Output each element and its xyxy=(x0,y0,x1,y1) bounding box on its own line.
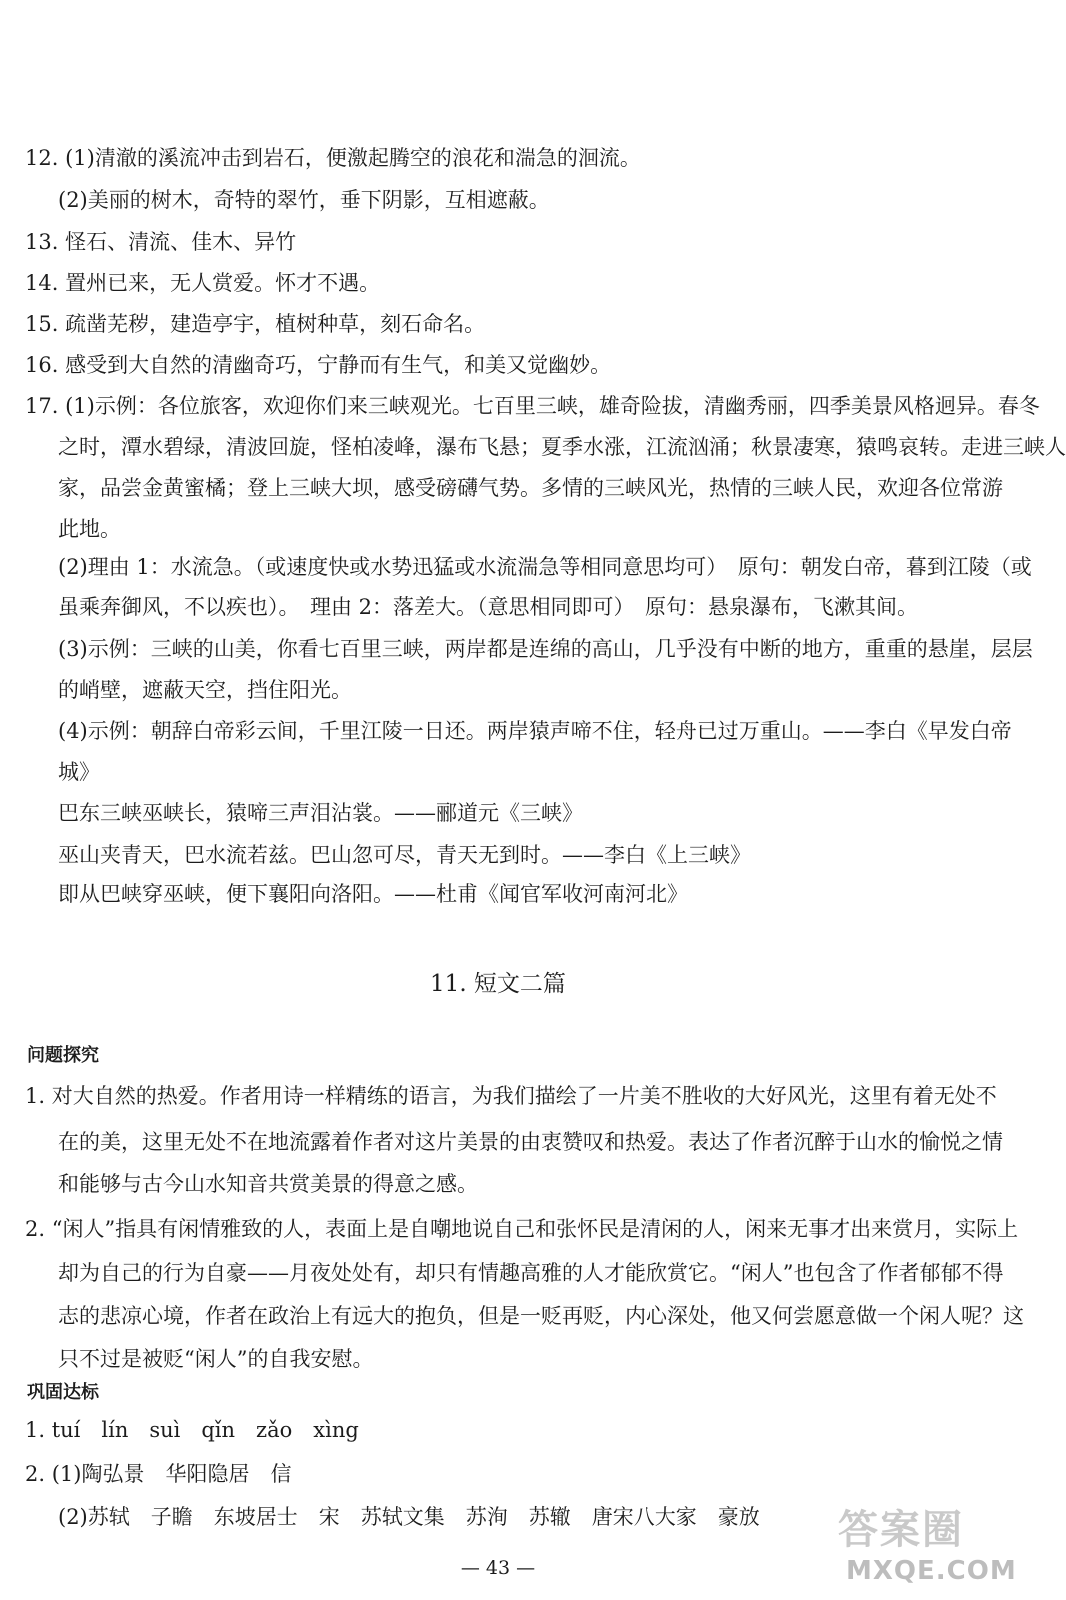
page-number: — 43 — xyxy=(460,1557,536,1579)
answer-line: 巴东三峡巫峡长，猿啼三声泪沾裳。——郦道元《三峡》 xyxy=(58,801,583,825)
answer-line: 志的悲凉心境，作者在政治上有远大的抱负，但是一贬再贬，内心深处，他又何尝愿意做一个闲人呢？这 xyxy=(58,1304,1024,1328)
answer-line: (3)示例：三峡的山美，你看七百里三峡，两岸都是连绵的高山，几乎没有中断的地方，重重的悬崖，层层 xyxy=(58,637,1033,661)
answer-line: (2)理由 1：水流急。（或速度快或水势迅猛或水流湍急等相同意思均可） 原句：朝发白帝，暮到江陵（或 xyxy=(58,555,1032,579)
answer-line: 1. 对大自然的热爱。作者用诗一样精练的语言，为我们描绘了一片美不胜收的大好风光，这里有着无处不 xyxy=(25,1084,997,1108)
watermark-logo xyxy=(838,1507,1017,1593)
answer-line: 2. “闲人”指具有闲情雅致的人，表面上是自嘲地说自己和张怀民是清闲的人，闲来无事才出来赏月，实际上 xyxy=(25,1217,1019,1241)
heading-consolidate: 巩固达标 xyxy=(27,1382,99,1403)
watermark-site-text: MXQE.COM xyxy=(846,1556,1017,1586)
answer-line: 1. tuí lín suì qǐn zǎo xìng xyxy=(25,1418,359,1442)
answer-line: 虽乘奔御风，不以疾也）。 理由 2：落差大。（意思相同即可） 原句：悬泉瀑布，飞漱其间。 xyxy=(58,595,919,619)
answer-line: 16. 感受到大自然的清幽奇巧，宁静而有生气，和美又觉幽妙。 xyxy=(25,353,612,377)
answer-line: (2)美丽的树木，奇特的翠竹，垂下阴影，互相遮蔽。 xyxy=(58,188,550,212)
answer-line: 此地。 xyxy=(58,517,121,541)
answer-line: 和能够与古今山水知音共赏美景的得意之感。 xyxy=(58,1172,478,1196)
answer-line: 14. 置州已来，无人赏爱。怀才不遇。 xyxy=(25,271,381,295)
answer-line: 巫山夹青天，巴水流若兹。巴山忽可尽，青天无到时。——李白《上三峡》 xyxy=(58,843,751,867)
answer-line: 的峭壁，遮蔽天空，挡住阳光。 xyxy=(58,678,352,702)
answer-line: 在的美，这里无处不在地流露着作者对这片美景的由衷赞叹和热爱。表达了作者沉醉于山水的愉悦之情 xyxy=(58,1130,1003,1154)
answer-line: (2)苏轼 子瞻 东坡居士 宋 苏轼文集 苏洵 苏辙 唐宋八大家 豪放 xyxy=(58,1505,760,1529)
answer-line: 17. (1)示例：各位旅客，欢迎你们来三峡观光。七百里三峡，雄奇险拔，清幽秀丽，四季美景风格迥异。春冬 xyxy=(25,394,1040,418)
answer-line: 之时，潭水碧绿，清波回旋，怪柏凌峰，瀑布飞悬；夏季水涨，江流汹涌；秋景凄寒，猿鸣哀转。走进三峡人 xyxy=(58,435,1066,459)
answer-line: 12. (1)清澈的溪流冲击到岩石，便激起腾空的浪花和湍急的洄流。 xyxy=(25,146,641,170)
heading-problem-inquiry: 问题探究 xyxy=(27,1045,99,1066)
answer-line: 即从巴峡穿巫峡，便下襄阳向洛阳。——杜甫《闻官军收河南河北》 xyxy=(58,882,688,906)
watermark-logo-text: 答案圈 xyxy=(838,1507,964,1553)
answer-line: 家，品尝金黄蜜橘；登上三峡大坝，感受磅礴气势。多情的三峡风光，热情的三峡人民，欢迎各位常游 xyxy=(58,476,1003,500)
answer-line: 15. 疏凿芜秽，建造亭宇，植树种草，刻石命名。 xyxy=(25,312,486,336)
answer-line: (4)示例：朝辞白帝彩云间，千里江陵一日还。两岸猿声啼不住，轻舟已过万重山。——李白《早发白帝 xyxy=(58,719,1012,743)
answer-line: 13. 怪石、清流、佳木、异竹 xyxy=(25,230,297,254)
section-title: 11. 短文二篇 xyxy=(430,971,566,997)
answer-line: 2. (1)陶弘景 华阳隐居 信 xyxy=(25,1462,292,1486)
answer-line: 却为自己的行为自豪——月夜处处有，却只有情趣高雅的人才能欣赏它。“闲人”也包含了作者郁郁不得 xyxy=(58,1261,1004,1285)
answer-line: 城》 xyxy=(58,760,100,784)
answer-line: 只不过是被贬“闲人”的自我安慰。 xyxy=(58,1347,374,1371)
